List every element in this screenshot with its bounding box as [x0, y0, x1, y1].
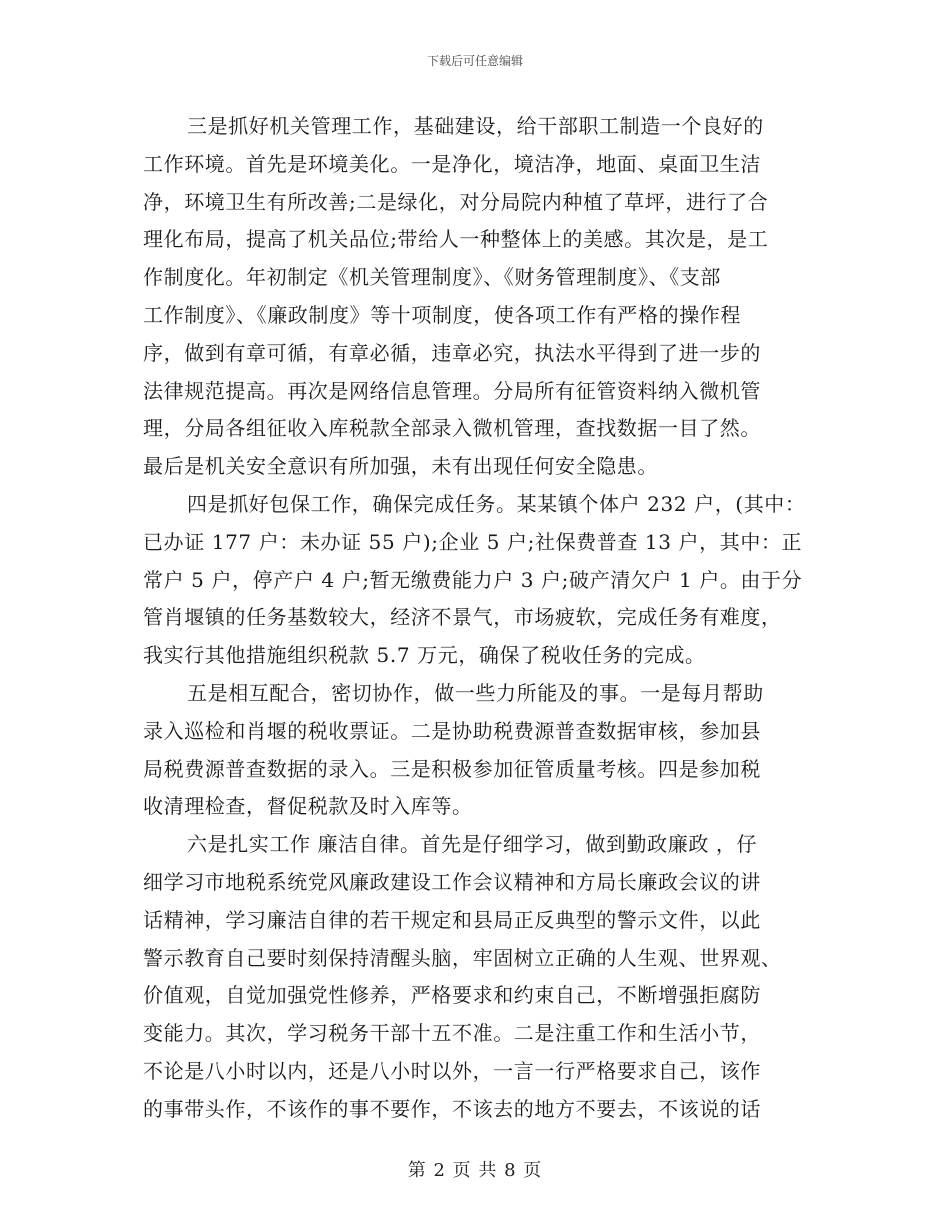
- text-line: 警示教育自己要时刻保持清醒头脑，牢固树立正确的人生观、世界观、: [143, 945, 782, 970]
- text-line: 的事带头作，不该作的事不要作，不该去的地方不要去，不该说的话: [143, 1096, 761, 1121]
- paragraph-3-management: [143, 108, 808, 486]
- text-line: 五是相互配合，密切协作，做一些力所能及的事。一是每月帮助: [187, 680, 764, 705]
- document-body: [143, 108, 808, 1129]
- text-line: 三是抓好机关管理工作，基础建设，给干部职工制造一个良好的: [187, 114, 764, 138]
- text-line: 理，分局各组征收入库税款全部录入微机管理，查找数据一目了然。: [143, 416, 761, 441]
- text-line: 我实行其他措施组织税款 5.7 万元，确保了税收任务的完成。: [143, 643, 706, 668]
- paragraph-4-baobao: [143, 486, 808, 675]
- paragraph-5-cooperation: [143, 675, 808, 826]
- text-line: 变能力。其次，学习税务干部十五不准。二是注重工作和生活小节，: [143, 1021, 761, 1046]
- text-line: 净，环境卫生有所改善;二是绿化，对分局院内种植了草坪，进行了合: [143, 189, 769, 214]
- text-line: 最后是机关安全意识有所加强，未有出现任何安全隐患。: [143, 454, 658, 479]
- page-number-footer: 第 2 页 共 8 页: [407, 1160, 543, 1181]
- text-line: 理化布局，提高了机关品位;带给人一种整体上的美感。其次是，是工: [143, 227, 769, 252]
- text-line: 不论是八小时以内，还是八小时以外，一言一行严格要求自己，该作: [143, 1058, 761, 1083]
- text-line: 管肖堰镇的任务基数较大，经济不景气，市场疲软，完成任务有难度，: [143, 605, 782, 630]
- text-line: 录入巡检和肖堰的税收票证。二是协助税费源普查数据审核，参加县: [143, 718, 761, 743]
- text-line: 法律规范提高。再次是网络信息管理。分局所有征管资料纳入微机管: [143, 378, 761, 403]
- text-line: 四是抓好包保工作，确保完成任务。某某镇个体户 232 户，(其中：: [187, 491, 806, 516]
- text-line: 收清理检查，督促税款及时入库等。: [143, 794, 473, 819]
- paragraph-6-integrity: [143, 826, 808, 1128]
- text-line: 局税费源普查数据的录入。三是积极参加征管质量考核。四是参加税: [143, 756, 761, 781]
- text-line: 序，做到有章可循，有章必循，违章必究，执法水平得到了进一步的: [143, 340, 761, 365]
- text-line: 细学习市地税系统党风廉政建设工作会议精神和方局长廉政会议的讲: [143, 869, 761, 894]
- text-line: 作制度化。年初制定《机关管理制度》、《财务管理制度》、《支部: [143, 265, 721, 290]
- text-line: 常户 5 户，停产户 4 户;暂无缴费能力户 3 户;破产清欠户 1 户。由于分: [143, 567, 803, 592]
- text-line: 已办证 177 户：未办证 55 户);企业 5 户;社保费普查 13 户，其中：正: [143, 529, 803, 554]
- page-header: 下载后可任意编辑: [426, 54, 523, 68]
- text-line: 六是扎实工作 廉洁自律。首先是仔细学习，做到勤政廉政 ，仔: [187, 832, 758, 857]
- text-line: 价值观，自觉加强党性修养，严格要求和约束自己，不断增强拒腐防: [143, 983, 761, 1008]
- text-line: 话精神，学习廉洁自律的若干规定和县局正反典型的警示文件，以此: [143, 907, 761, 932]
- text-line: 工作环境。首先是环境美化。一是净化，境洁净，地面、桌面卫生洁: [143, 151, 761, 176]
- text-line: 工作制度》、《廉政制度》等十项制度，使各项工作有严格的操作程: [143, 302, 741, 327]
